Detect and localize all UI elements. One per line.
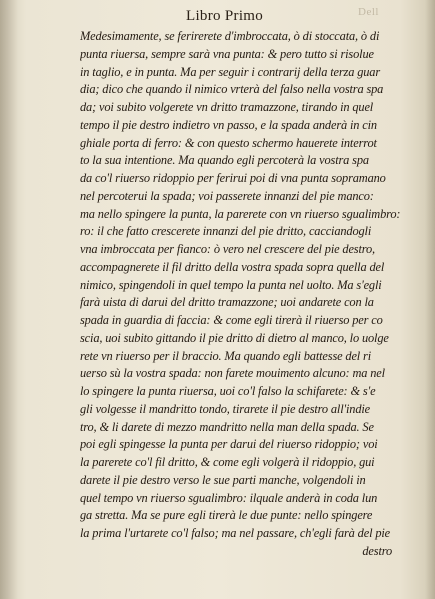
text-line: in taglio, e in punta. Ma per seguir i contrarij della terza guar (80, 64, 381, 79)
text-line: tro, & li darete di mezzo mandritto nella man della spada. Se (80, 419, 374, 434)
edge-shadow (425, 0, 435, 599)
page-header (0, 6, 435, 28)
text-line: la prima l'urtarete co'l falso; ma nel passare, ch'egli farà del pie (80, 526, 391, 540)
text-line: vna imbroccata per fianco: ò vero nel crescere del pie destro, (80, 242, 375, 256)
text-line: farà uista di darui del dritto tramazzone; uoi andarete con la (80, 295, 374, 310)
text-line: accompagnerete il fil dritto della vostra spada sopra quella del (80, 259, 385, 274)
text-line: Medesimamente, se ferirerete d'imbroccata, ò di stoccata, ò di (80, 29, 380, 43)
text-line: punta riuersa, sempre sarà vna punta: & pero tutto si risolue (80, 46, 374, 61)
text-line: lo spingere la punta riuersa, uoi co'l falso la schifarete: & s'e (80, 384, 376, 398)
text-line: ga stretta. Ma se pure egli tirerà le due punte: nello spingere (80, 508, 373, 523)
text-line: rete vn riuerso per il braccio. Ma quando egli battesse del ri (80, 348, 372, 363)
text-line: ghiale porta di ferro: & con questo schermo hauerete interrot (80, 135, 377, 150)
gutter-shadow (0, 0, 18, 599)
text-line: la parerete co'l fil dritto, & come egli volgerà il ridoppio, gui (80, 455, 375, 469)
text-line: nel percoterui la spada; voi passerete innanzi del pie manco: (80, 188, 374, 203)
text-line: gli volgesse il mandritto tondo, tirarete il pie destro all'indie (80, 401, 371, 416)
running-head: Libro Primo (186, 8, 264, 24)
body-text (80, 28, 404, 561)
text-line: nimico, spingendoli in quel tempo la punta nel uolto. Ma s'egli (80, 277, 382, 292)
catchword: destro (362, 543, 392, 558)
text-line: quel tempo vn riuerso sgualimbro: ilquale anderà in coda lun (80, 490, 378, 505)
text-line: da; voi subito volgerete vn dritto tramazzone, tirando in quel (80, 100, 374, 114)
text-line: ro: il che fatto crescerete innanzi del pie dritto, cacciandogli (80, 224, 372, 239)
text-line: poi egli spingesse la punta per darui del riuerso ridoppio; voi (80, 437, 378, 452)
text-line: to la sua intentione. Ma quando egli percoterà la vostra spa (80, 153, 369, 168)
text-line: tempo il pie destro indietro vn passo, e la spada anderà in cin (80, 117, 377, 132)
bleed-through-text: Dell (358, 6, 379, 18)
text-line: scia, uoi subito gittando il pie dritto di dietro al manco, lo uolge (80, 330, 389, 345)
text-line: ma nello spingere la punta, la parerete con vn riuerso sgualimbro: (80, 206, 401, 221)
text-line: uerso sù la vostra spada: non farete mouimento alcuno: ma nel (80, 366, 385, 381)
text-line: darete il pie destro verso le sue parti manche, volgendoli in (80, 472, 366, 487)
text-line: da co'l riuerso ridoppio per ferirui poi di vna punta sopramano (80, 171, 386, 185)
text-line: spada in guardia di faccia: & come egli tirerà il riuerso per co (80, 313, 383, 327)
text-line: dia; dico che quando il nimico vrterà del falso nella vostra spa (80, 82, 384, 97)
